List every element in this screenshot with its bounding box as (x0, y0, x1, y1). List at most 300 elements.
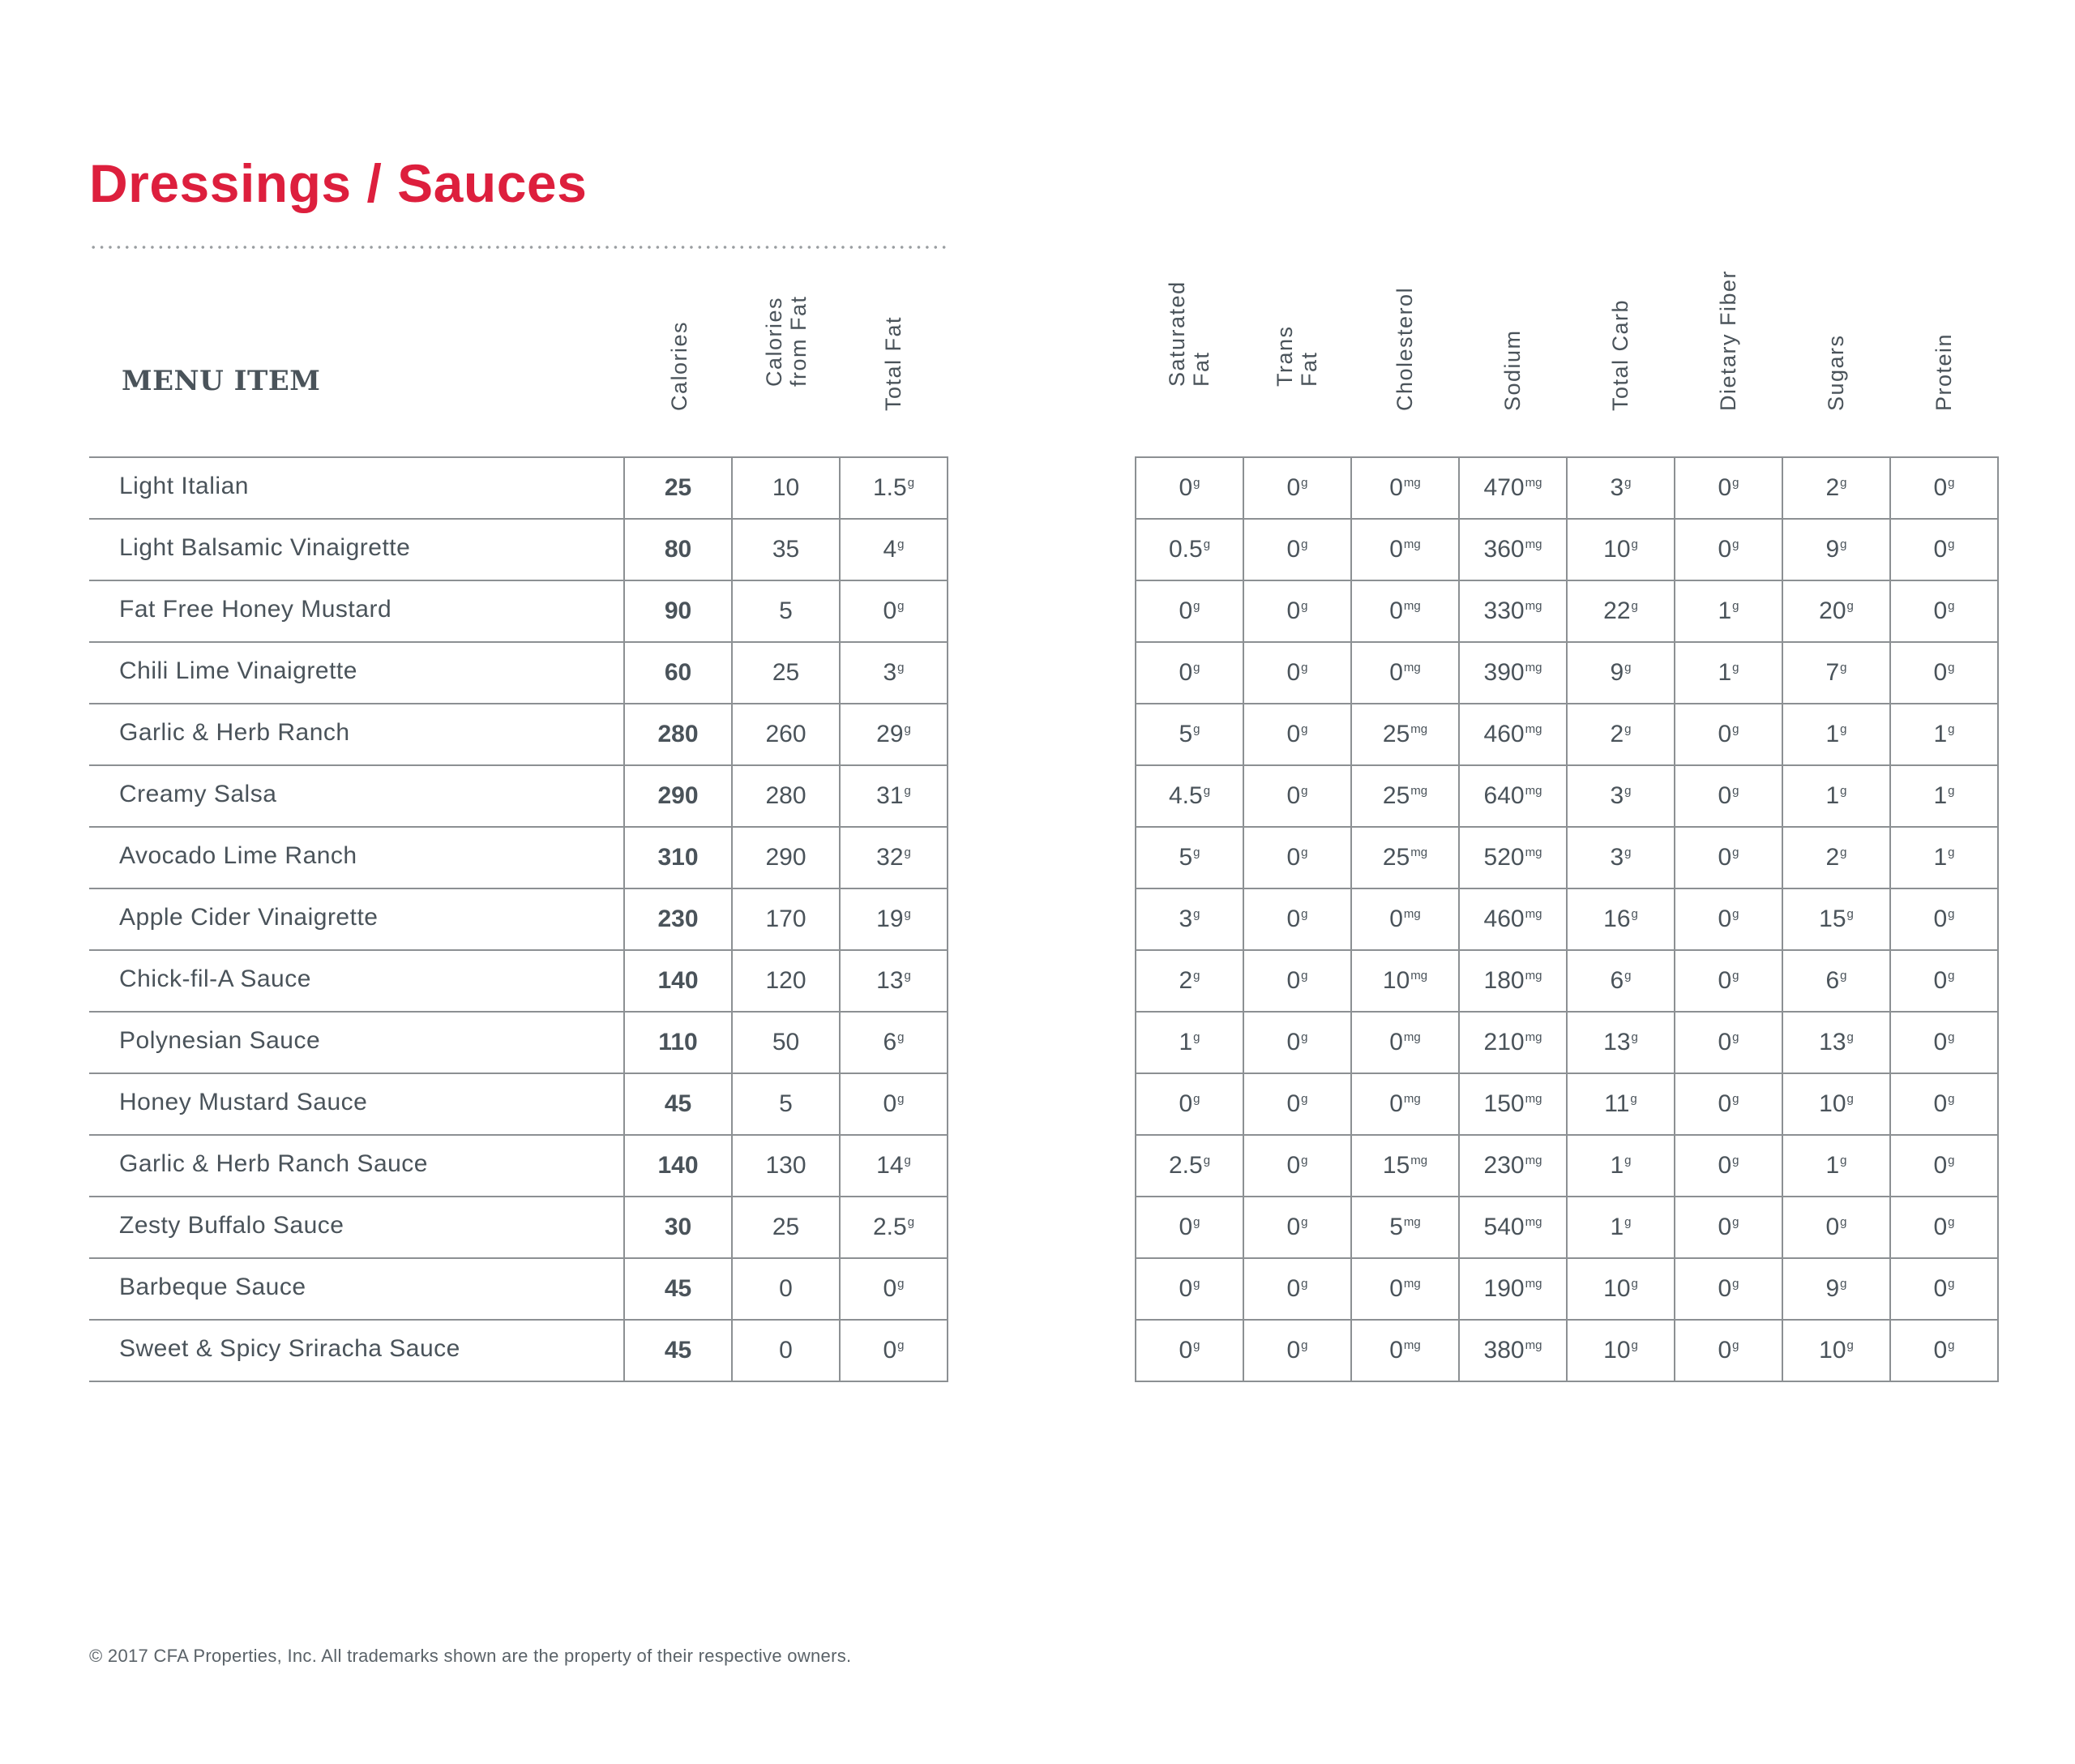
unit-label: g (1301, 784, 1308, 798)
sodium-cell (1459, 1320, 1567, 1381)
saturated-fat-cell-value: 0 (1179, 597, 1193, 624)
sugars-cell (1782, 1320, 1890, 1381)
sugars-cell (1782, 1012, 1890, 1073)
trans-fat-cell (1243, 1197, 1351, 1258)
sodium-cell (1459, 1197, 1567, 1258)
unit-label: g (1193, 1030, 1200, 1044)
sodium-cell (1459, 642, 1567, 704)
table-row (1136, 1135, 1998, 1197)
unit-label: mg (1410, 784, 1428, 798)
unit-label: g (1301, 476, 1308, 490)
total-fat-cell-value: 3 (883, 659, 897, 686)
unit-label: g (1732, 784, 1739, 798)
unit-label: g (1948, 599, 1955, 613)
unit-label: mg (1525, 722, 1542, 736)
unit-label: g (904, 722, 911, 736)
unit-label: g (1631, 1030, 1638, 1044)
unit-label: g (1631, 599, 1638, 613)
trans-fat-cell-value: 0 (1286, 967, 1301, 994)
saturated-fat-cell (1136, 1258, 1243, 1320)
table-row (1136, 765, 1998, 827)
unit-label: g (1846, 599, 1854, 613)
unit-label: g (1732, 1277, 1739, 1291)
sodium-cell-value: 540 (1483, 1214, 1525, 1240)
total-carb-cell-value: 1 (1610, 1152, 1624, 1179)
sugars-cell (1782, 1135, 1890, 1197)
unit-label: g (1846, 1338, 1854, 1352)
unit-label: g (1193, 1215, 1200, 1229)
calories-from-fat-cell-value: 50 (772, 1029, 800, 1055)
saturated-fat-cell (1136, 1073, 1243, 1135)
unit-label: g (1840, 969, 1847, 983)
dietary-fiber-cell-value: 0 (1718, 1152, 1732, 1179)
page-title: Dressings / Sauces (89, 153, 588, 213)
saturated-fat-cell-value: 5 (1179, 844, 1193, 871)
menu-item-name-value: Zesty Buffalo Sauce (119, 1212, 344, 1239)
calories-cell (624, 765, 732, 827)
total-carb-cell (1567, 888, 1675, 950)
calories-from-fat-cell-value: 35 (772, 536, 800, 563)
protein-cell (1890, 519, 1998, 580)
cholesterol-cell-value: 0 (1389, 659, 1403, 686)
unit-label: g (897, 1338, 905, 1352)
total-carb-cell (1567, 457, 1675, 519)
dietary-fiber-cell-value: 0 (1718, 1337, 1732, 1364)
total-fat-cell (840, 704, 948, 765)
unit-label: g (1301, 661, 1308, 674)
cholesterol-cell (1351, 1197, 1459, 1258)
dietary-fiber-cell-value: 0 (1718, 844, 1732, 871)
total-fat-cell (840, 827, 948, 888)
table-row (1136, 1197, 1998, 1258)
protein-cell-value: 0 (1933, 1214, 1948, 1240)
cholesterol-cell (1351, 704, 1459, 765)
unit-label: g (1948, 784, 1955, 798)
calories-from-fat-cell (732, 1197, 840, 1258)
calories-cell (624, 580, 732, 642)
unit-label: mg (1403, 599, 1421, 613)
unit-label: g (897, 1030, 905, 1044)
sugars-cell-value: 1 (1825, 782, 1840, 809)
calories-from-fat-cell-value: 25 (772, 659, 800, 686)
table-row (89, 950, 948, 1012)
unit-label: g (904, 907, 911, 921)
menu-item-name-value: Avocado Lime Ranch (119, 842, 357, 869)
unit-label: g (1193, 661, 1200, 674)
dotted-divider (89, 246, 950, 249)
total-carb-cell (1567, 1073, 1675, 1135)
sodium-cell (1459, 1073, 1567, 1135)
unit-label: mg (1525, 1277, 1542, 1291)
cholesterol-cell (1351, 827, 1459, 888)
unit-label: mg (1410, 722, 1428, 736)
sodium-cell-value: 640 (1483, 782, 1525, 809)
sugars-cell (1782, 1258, 1890, 1320)
unit-label: mg (1525, 907, 1542, 921)
calories-cell-value: 30 (664, 1214, 692, 1240)
protein-cell-value: 0 (1933, 1090, 1948, 1117)
calories-from-fat-cell (732, 1135, 840, 1197)
column-header-total-fat-label: Total Fat (881, 315, 905, 411)
table-row (89, 1012, 948, 1073)
trans-fat-cell-value: 0 (1286, 474, 1301, 501)
total-fat-cell-value: 0 (883, 1275, 897, 1302)
trans-fat-cell-value: 0 (1286, 906, 1301, 932)
column-header-cholesterol-label: Cholesterol (1393, 286, 1417, 411)
trans-fat-cell-value: 0 (1286, 782, 1301, 809)
calories-from-fat-cell (732, 1320, 840, 1381)
sugars-cell-value: 2 (1825, 844, 1840, 871)
unit-label: mg (1525, 1092, 1542, 1106)
unit-label: g (1840, 784, 1847, 798)
total-fat-cell (840, 1258, 948, 1320)
menu-item-name-value: Fat Free Honey Mustard (119, 596, 392, 623)
dietary-fiber-cell (1675, 1258, 1782, 1320)
protein-cell (1890, 1320, 1998, 1381)
table-row (1136, 827, 1998, 888)
unit-label: mg (1525, 1338, 1542, 1352)
sugars-cell-value: 7 (1825, 659, 1840, 686)
calories-cell-value: 310 (657, 844, 699, 871)
table-row (1136, 1073, 1998, 1135)
total-carb-cell-value: 3 (1610, 474, 1624, 501)
sugars-cell-value: 20 (1819, 597, 1846, 624)
table-row (1136, 1012, 1998, 1073)
trans-fat-cell (1243, 1320, 1351, 1381)
menu-item-name (89, 580, 624, 642)
dietary-fiber-cell (1675, 950, 1782, 1012)
unit-label: g (1193, 599, 1200, 613)
total-carb-cell-value: 9 (1610, 659, 1624, 686)
calories-cell (624, 457, 732, 519)
total-fat-cell (840, 1012, 948, 1073)
unit-label: g (1631, 1338, 1638, 1352)
unit-label: g (1840, 537, 1847, 551)
sodium-cell (1459, 519, 1567, 580)
menu-item-name (89, 950, 624, 1012)
total-carb-cell-value: 10 (1603, 536, 1631, 563)
saturated-fat-cell-value: 0 (1179, 1214, 1193, 1240)
unit-label: g (1948, 1030, 1955, 1044)
menu-item-name-value: Polynesian Sauce (119, 1027, 321, 1054)
calories-cell-value: 45 (664, 1337, 692, 1364)
menu-item-name (89, 1012, 624, 1073)
sodium-cell (1459, 1258, 1567, 1320)
unit-label: g (1301, 537, 1308, 551)
calories-from-fat-cell (732, 827, 840, 888)
unit-label: g (1301, 1030, 1308, 1044)
trans-fat-cell-value: 0 (1286, 1152, 1301, 1179)
unit-label: g (1301, 907, 1308, 921)
sodium-cell-value: 180 (1483, 967, 1525, 994)
unit-label: mg (1403, 1092, 1421, 1106)
protein-cell-value: 0 (1933, 1029, 1948, 1055)
menu-item-name (89, 888, 624, 950)
unit-label: mg (1525, 784, 1542, 798)
cholesterol-cell (1351, 888, 1459, 950)
menu-item-name (89, 1197, 624, 1258)
unit-label: g (1840, 1154, 1847, 1167)
sugars-cell-value: 15 (1819, 906, 1846, 932)
trans-fat-cell (1243, 1012, 1351, 1073)
menu-item-name (89, 704, 624, 765)
calories-from-fat-cell-value: 120 (765, 967, 806, 994)
dietary-fiber-cell-value: 0 (1718, 1029, 1732, 1055)
protein-cell (1890, 765, 1998, 827)
unit-label: g (1203, 537, 1211, 551)
total-carb-cell (1567, 1320, 1675, 1381)
unit-label: g (1948, 1277, 1955, 1291)
sugars-cell (1782, 888, 1890, 950)
unit-label: mg (1525, 537, 1542, 551)
trans-fat-cell (1243, 642, 1351, 704)
menu-item-name-value: Chili Lime Vinaigrette (119, 657, 357, 684)
calories-cell-value: 230 (657, 906, 699, 932)
calories-from-fat-cell (732, 1073, 840, 1135)
cholesterol-cell (1351, 950, 1459, 1012)
menu-item-name (89, 1258, 624, 1320)
calories-from-fat-cell-value: 25 (772, 1214, 800, 1240)
menu-item-name-value: Creamy Salsa (119, 781, 277, 807)
cholesterol-cell-value: 15 (1382, 1152, 1410, 1179)
trans-fat-cell (1243, 888, 1351, 950)
total-carb-cell (1567, 950, 1675, 1012)
sodium-cell-value: 390 (1483, 659, 1525, 686)
unit-label: g (1840, 1277, 1847, 1291)
calories-from-fat-cell-value: 290 (765, 844, 806, 871)
cholesterol-cell-value: 0 (1389, 474, 1403, 501)
total-carb-cell-value: 11 (1604, 1090, 1630, 1117)
unit-label: mg (1525, 846, 1542, 859)
menu-item-name (89, 1073, 624, 1135)
unit-label: g (1624, 969, 1632, 983)
protein-cell-value: 0 (1933, 597, 1948, 624)
dietary-fiber-cell (1675, 1320, 1782, 1381)
unit-label: g (1948, 1215, 1955, 1229)
unit-label: g (1732, 1154, 1739, 1167)
total-fat-cell (840, 1073, 948, 1135)
unit-label: g (1948, 969, 1955, 983)
dietary-fiber-cell (1675, 888, 1782, 950)
copyright-footer: © 2017 CFA Properties, Inc. All trademarks shown are the property of their respective owners. (89, 1646, 852, 1666)
sugars-cell (1782, 1197, 1890, 1258)
unit-label: g (1732, 661, 1739, 674)
cholesterol-cell (1351, 1073, 1459, 1135)
unit-label: g (1203, 1154, 1211, 1167)
menu-item-name-value: Garlic & Herb Ranch Sauce (119, 1150, 428, 1177)
saturated-fat-cell (1136, 642, 1243, 704)
calories-from-fat-cell-value: 130 (765, 1152, 806, 1179)
unit-label: g (1624, 846, 1632, 859)
table-row (89, 642, 948, 704)
protein-cell-value: 0 (1933, 967, 1948, 994)
unit-label: g (1631, 1277, 1638, 1291)
saturated-fat-cell-value: 0 (1179, 659, 1193, 686)
saturated-fat-cell (1136, 519, 1243, 580)
trans-fat-cell-value: 0 (1286, 1029, 1301, 1055)
saturated-fat-cell (1136, 888, 1243, 950)
sodium-cell (1459, 580, 1567, 642)
calories-cell-value: 45 (664, 1275, 692, 1302)
unit-label: g (1846, 1030, 1854, 1044)
saturated-fat-cell (1136, 950, 1243, 1012)
table-row (1136, 1320, 1998, 1381)
total-carb-cell-value: 6 (1610, 967, 1624, 994)
total-fat-cell-value: 13 (876, 967, 904, 994)
unit-label: g (1193, 907, 1200, 921)
unit-label: g (1624, 784, 1632, 798)
saturated-fat-cell-value: 0 (1179, 1275, 1193, 1302)
column-header-calories-label: Calories (667, 320, 691, 411)
table-row (89, 1135, 948, 1197)
sodium-cell-value: 190 (1483, 1275, 1525, 1302)
calories-cell-value: 45 (664, 1090, 692, 1117)
unit-label: g (1301, 1215, 1308, 1229)
calories-from-fat-cell (732, 888, 840, 950)
calories-from-fat-cell (732, 704, 840, 765)
trans-fat-cell-value: 0 (1286, 721, 1301, 747)
sugars-cell (1782, 827, 1890, 888)
sodium-cell (1459, 457, 1567, 519)
saturated-fat-cell-value: 2 (1179, 967, 1193, 994)
total-carb-cell-value: 1 (1610, 1214, 1624, 1240)
dietary-fiber-cell-value: 0 (1718, 474, 1732, 501)
total-fat-cell (840, 1197, 948, 1258)
cholesterol-cell (1351, 519, 1459, 580)
menu-item-name (89, 642, 624, 704)
dietary-fiber-cell-value: 1 (1718, 659, 1732, 686)
table-row (89, 704, 948, 765)
menu-item-name-value: Apple Cider Vinaigrette (119, 904, 379, 931)
trans-fat-cell (1243, 827, 1351, 888)
trans-fat-cell (1243, 1258, 1351, 1320)
unit-label: mg (1403, 1277, 1421, 1291)
cholesterol-cell (1351, 642, 1459, 704)
calories-from-fat-cell (732, 1012, 840, 1073)
total-carb-cell-value: 3 (1610, 844, 1624, 871)
cholesterol-cell-value: 25 (1382, 782, 1410, 809)
total-carb-cell (1567, 519, 1675, 580)
total-fat-cell (840, 1320, 948, 1381)
unit-label: g (1193, 476, 1200, 490)
saturated-fat-cell-value: 1 (1179, 1029, 1193, 1055)
unit-label: g (1948, 537, 1955, 551)
sodium-cell-value: 380 (1483, 1337, 1525, 1364)
sugars-cell (1782, 580, 1890, 642)
cholesterol-cell (1351, 765, 1459, 827)
sodium-cell-value: 460 (1483, 721, 1525, 747)
total-fat-cell-value: 4 (883, 536, 897, 563)
nutrition-table-right (1135, 456, 1999, 1382)
sodium-cell (1459, 704, 1567, 765)
unit-label: g (1840, 476, 1847, 490)
calories-cell (624, 519, 732, 580)
protein-cell (1890, 580, 1998, 642)
unit-label: g (1732, 476, 1739, 490)
dietary-fiber-cell-value: 0 (1718, 1275, 1732, 1302)
calories-cell (624, 1258, 732, 1320)
trans-fat-cell (1243, 519, 1351, 580)
calories-from-fat-cell-value: 5 (779, 597, 793, 624)
trans-fat-cell-value: 0 (1286, 597, 1301, 624)
unit-label: mg (1525, 969, 1542, 983)
unit-label: g (1732, 907, 1739, 921)
calories-from-fat-cell-value: 5 (779, 1090, 793, 1117)
saturated-fat-cell (1136, 580, 1243, 642)
unit-label: g (1193, 846, 1200, 859)
calories-cell-value: 60 (664, 659, 692, 686)
saturated-fat-cell-value: 4.5 (1168, 782, 1203, 809)
unit-label: g (1948, 1092, 1955, 1106)
unit-label: g (1948, 907, 1955, 921)
unit-label: g (1948, 722, 1955, 736)
table-row (89, 1073, 948, 1135)
saturated-fat-cell-value: 5 (1179, 721, 1193, 747)
total-fat-cell (840, 457, 948, 519)
saturated-fat-cell (1136, 1135, 1243, 1197)
sugars-cell (1782, 765, 1890, 827)
dietary-fiber-cell (1675, 1012, 1782, 1073)
sugars-cell (1782, 950, 1890, 1012)
table-row (89, 1320, 948, 1381)
trans-fat-cell-value: 0 (1286, 1090, 1301, 1117)
dietary-fiber-cell (1675, 765, 1782, 827)
unit-label: g (1624, 661, 1632, 674)
cholesterol-cell-value: 0 (1389, 1337, 1403, 1364)
cholesterol-cell-value: 0 (1389, 1275, 1403, 1302)
unit-label: g (897, 1277, 905, 1291)
protein-cell (1890, 827, 1998, 888)
dietary-fiber-cell (1675, 580, 1782, 642)
unit-label: g (904, 1154, 911, 1167)
total-fat-cell (840, 950, 948, 1012)
sugars-cell-value: 1 (1825, 721, 1840, 747)
saturated-fat-cell (1136, 1197, 1243, 1258)
sugars-cell-value: 1 (1825, 1152, 1840, 1179)
unit-label: g (1631, 907, 1638, 921)
total-fat-cell-value: 6 (883, 1029, 897, 1055)
saturated-fat-cell (1136, 1320, 1243, 1381)
unit-label: mg (1403, 1215, 1421, 1229)
unit-label: g (1624, 722, 1632, 736)
unit-label: mg (1525, 661, 1542, 674)
dietary-fiber-cell-value: 0 (1718, 967, 1732, 994)
unit-label: g (1840, 722, 1847, 736)
protein-cell (1890, 642, 1998, 704)
dietary-fiber-cell (1675, 1135, 1782, 1197)
saturated-fat-cell-value: 3 (1179, 906, 1193, 932)
cholesterol-cell (1351, 1012, 1459, 1073)
unit-label: g (1732, 1030, 1739, 1044)
dietary-fiber-cell-value: 0 (1718, 1214, 1732, 1240)
total-carb-cell (1567, 580, 1675, 642)
unit-label: g (1948, 476, 1955, 490)
sugars-cell (1782, 1073, 1890, 1135)
calories-cell (624, 642, 732, 704)
calories-from-fat-cell (732, 950, 840, 1012)
unit-label: mg (1525, 1215, 1542, 1229)
unit-label: g (1301, 722, 1308, 736)
cholesterol-cell (1351, 1320, 1459, 1381)
dietary-fiber-cell (1675, 704, 1782, 765)
dietary-fiber-cell-value: 1 (1718, 597, 1732, 624)
sodium-cell (1459, 888, 1567, 950)
trans-fat-cell (1243, 765, 1351, 827)
saturated-fat-cell-value: 0 (1179, 1337, 1193, 1364)
calories-from-fat-cell (732, 457, 840, 519)
total-fat-cell-value: 19 (876, 906, 904, 932)
calories-cell-value: 110 (658, 1029, 698, 1055)
